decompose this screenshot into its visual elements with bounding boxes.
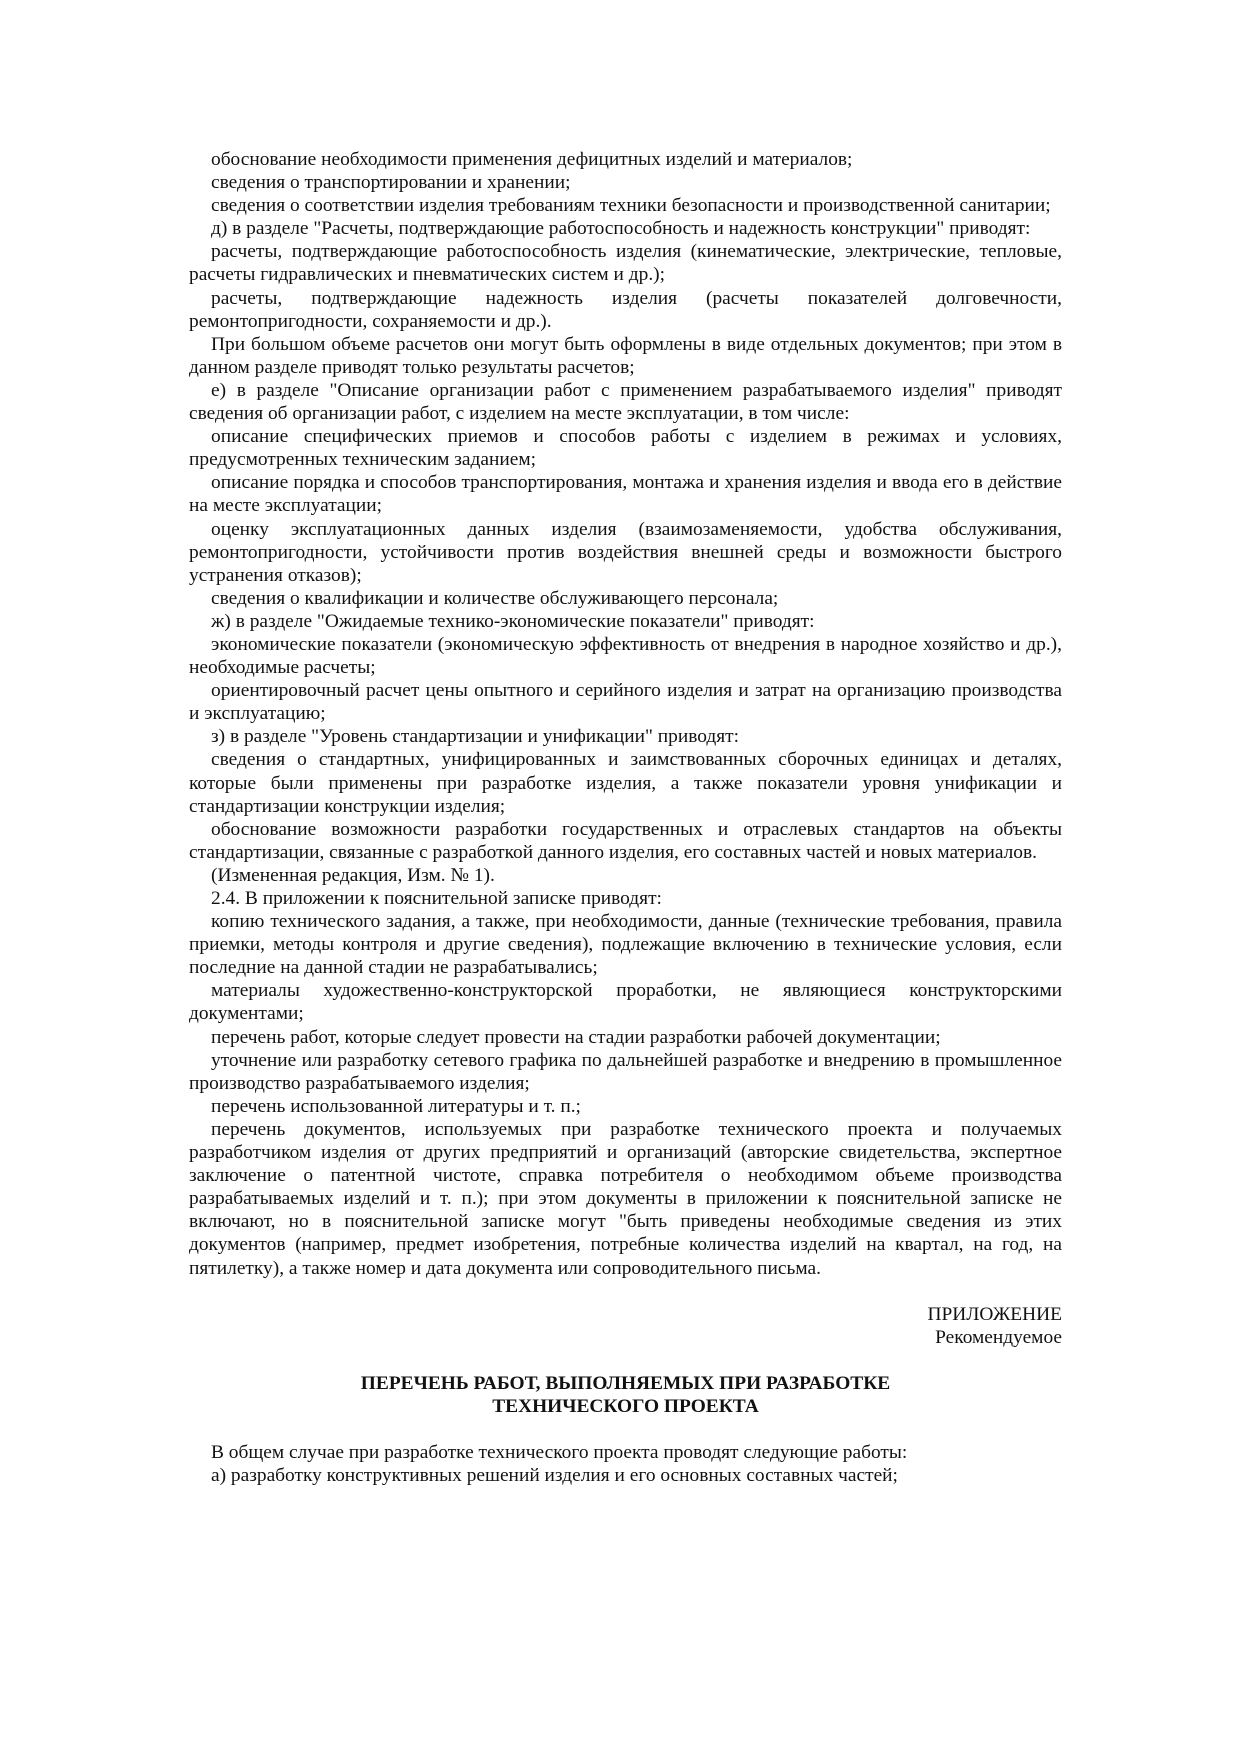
paragraph: расчеты, подтверждающие надежность изделия (расчеты показателей долговечности, ремонтопригодности, сохраняемости и др.). (189, 287, 1062, 332)
paragraph: ж) в разделе "Ожидаемые технико-экономические показатели" приводят: (211, 610, 815, 632)
annex-header (189, 1303, 1062, 1349)
paragraph: е) в разделе "Описание организации работ с применением разрабатываемого изделия" приводят сведения об организации работ, с изделием на месте эксплуатации, в том числе: (189, 379, 1062, 425)
paragraph: 2.4. В приложении к пояснительной записке приводят: (211, 888, 662, 909)
paragraph: сведения о соответствии изделия требованиям техники безопасности и производственной санитарии; (211, 195, 1051, 217)
paragraph: обоснование необходимости применения дефицитных изделий и материалов; (211, 149, 853, 170)
annex-label: ПРИЛОЖЕНИЕ (927, 1303, 1062, 1325)
paragraph: материалы художественно-конструкторской проработки, не являющиеся конструкторскими документами; (189, 980, 1062, 1025)
paragraph: (Измененная редакция, Изм. № 1). (211, 864, 495, 886)
paragraph: описание порядка и способов транспортирования, монтажа и хранения изделия и ввода его в действие на месте эксплуатации; (189, 472, 1062, 517)
paragraph: уточнение или разработку сетевого графика по дальнейшей разработке и внедрению в промышленное производство разрабатываемого изделия; (189, 1049, 1062, 1094)
document-page (189, 148, 1062, 1487)
paragraph: ориентировочный расчет цены опытного и серийного изделия и затрат на организацию производства и эксплуатацию; (189, 680, 1062, 725)
paragraph: обоснование возможности разработки государственных и отраслевых стандартов на объекты стандартизации, связанные с разработкой данного изделия, его составных частей и новых материалов. (189, 818, 1062, 863)
paragraph: оценку эксплуатационных данных изделия (взаимозаменяемости, удобства обслуживания, ремонтопригодности, устойчивости против воздействия внешней среды и возможности быстрого устранения отказов); (189, 518, 1062, 586)
annex-title (189, 1372, 1062, 1418)
annex-title-line: ПЕРЕЧЕНЬ РАБОТ, ВЫПОЛНЯЕМЫХ ПРИ РАЗРАБОТКЕ (360, 1372, 891, 1394)
annex-status: Рекомендуемое (935, 1326, 1062, 1348)
paragraph: перечень работ, которые следует провести на стадии разработки рабочей документации; (211, 1026, 941, 1048)
paragraph: сведения о стандартных, унифицированных и заимствованных сборочных единицах и деталях, которые были применены при разработке изделия, а также показатели уровня унификации и стандартизации конструкции изделия; (189, 749, 1062, 817)
annex-title-line: ТЕХНИЧЕСКОГО ПРОЕКТА (492, 1395, 759, 1417)
annex-intro: В общем случае при разработке технического проекта проводят следующие работы: (211, 1441, 908, 1463)
paragraph: перечень использованной литературы и т. п.; (211, 1095, 581, 1117)
paragraph: При большом объеме расчетов они могут быть оформлены в виде отдельных документов; при этом в данном разделе приводят только результаты расчетов; (189, 333, 1062, 378)
paragraph: з) в разделе "Уровень стандартизации и унификации" приводят: (211, 726, 740, 748)
annex-item: а) разработку конструктивных решений изделия и его основных составных частей; (211, 1465, 898, 1487)
paragraph: экономические показатели (экономическую эффективность от внедрения в народное хозяйство и др.), необходимые расчеты; (189, 633, 1062, 679)
paragraph: описание специфических приемов и способов работы с изделием в режимах и условиях, предусмотренных техническим заданием; (189, 426, 1062, 471)
paragraph: копию технического задания, а также, при необходимости, данные (технические требования, правила приемки, методы контроля и другие сведения), подлежащие включению в технические условия, если последние на данной стадии не разрабатывались; (189, 911, 1062, 979)
paragraph: перечень документов, используемых при разработке технического проекта и получаемых разработчиком изделия от других предприятий и организаций (авторские свидетельства, экспертное заключение о патентной чистоте, справка потребителя о необходимом объеме производства разрабатываемых изделий и т. п.); при этом документы в приложении к пояснительной записке не включают, но в пояснительной записке могут "быть приведены необходимые сведения из этих документов (например, предмет изобретения, потребные количества изделий на квартал, на год, на пятилетку), а также номер и дата документа или сопроводительного письма. (189, 1118, 1062, 1279)
paragraph: д) в разделе "Расчеты, подтверждающие работоспособность и надежность конструкции" приводят: (211, 218, 1031, 240)
paragraph: сведения о транспортировании и хранении; (211, 172, 571, 194)
paragraph: сведения о квалификации и количестве обслуживающего персонала; (211, 587, 779, 609)
paragraph: расчеты, подтверждающие работоспособность изделия (кинематические, электрические, тепловые, расчеты гидравлических и пневматических систем и др.); (189, 241, 1062, 286)
